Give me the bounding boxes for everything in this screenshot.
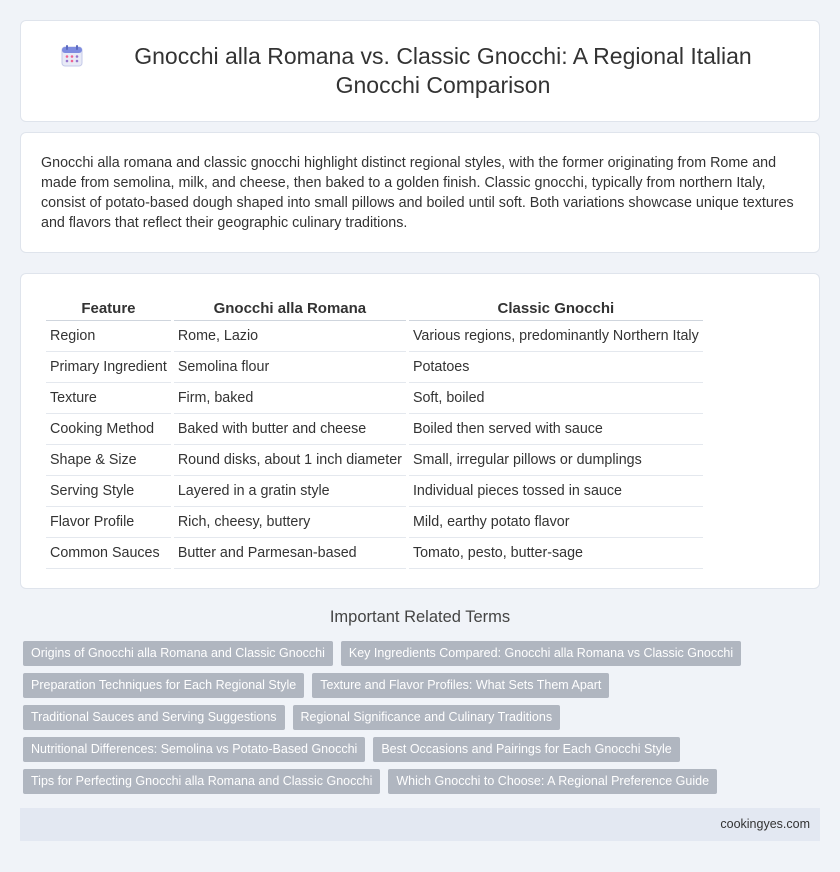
related-term-tag[interactable]: Texture and Flavor Profiles: What Sets Them Apart xyxy=(312,673,609,698)
table-cell: Mild, earthy potato flavor xyxy=(409,507,703,538)
page-title: Gnocchi alla Romana vs. Classic Gnocchi: A Regional Italian Gnocchi Comparison xyxy=(134,43,752,98)
table-cell: Rome, Lazio xyxy=(174,321,406,352)
tag-row xyxy=(23,769,823,794)
table-cell: Individual pieces tossed in sauce xyxy=(409,476,703,507)
table-cell: Small, irregular pillows or dumplings xyxy=(409,445,703,476)
related-term-tag[interactable]: Key Ingredients Compared: Gnocchi alla Romana vs Classic Gnocchi xyxy=(341,641,741,666)
table-cell: Potatoes xyxy=(409,352,703,383)
tag-row xyxy=(23,705,823,730)
table-cell: Cooking Method xyxy=(46,414,171,445)
table-cell: Layered in a gratin style xyxy=(174,476,406,507)
table-cell: Firm, baked xyxy=(174,383,406,414)
table-header-row xyxy=(46,296,703,321)
footer xyxy=(20,808,820,841)
table-row xyxy=(46,538,703,569)
related-term-tag[interactable]: Tips for Perfecting Gnocchi alla Romana and Classic Gnocchi xyxy=(23,769,380,794)
table-cell: Semolina flour xyxy=(174,352,406,383)
table-cell: Various regions, predominantly Northern Italy xyxy=(409,321,703,352)
table-cell: Primary Ingredient xyxy=(46,352,171,383)
related-terms-title: Important Related Terms xyxy=(329,608,511,626)
related-term-tag[interactable]: Nutritional Differences: Semolina vs Potato-Based Gnocchi xyxy=(23,737,365,762)
table-cell: Round disks, about 1 inch diameter xyxy=(174,445,406,476)
table-row xyxy=(46,352,703,383)
table-header-cell: Feature xyxy=(46,296,171,321)
tag-row xyxy=(23,737,823,762)
header-card xyxy=(20,20,820,122)
table-cell: Texture xyxy=(46,383,171,414)
table-header-cell: Gnocchi alla Romana xyxy=(174,296,406,321)
table-row xyxy=(46,507,703,538)
comparison-table-card xyxy=(20,273,820,589)
related-term-tag[interactable]: Origins of Gnocchi alla Romana and Classic Gnocchi xyxy=(23,641,333,666)
table-cell: Butter and Parmesan-based xyxy=(174,538,406,569)
related-term-tag[interactable]: Preparation Techniques for Each Regional Style xyxy=(23,673,304,698)
related-term-tag[interactable]: Which Gnocchi to Choose: A Regional Preference Guide xyxy=(388,769,717,794)
table-cell: Rich, cheesy, buttery xyxy=(174,507,406,538)
table-cell: Tomato, pesto, butter-sage xyxy=(409,538,703,569)
table-row xyxy=(46,445,703,476)
table-cell: Common Sauces xyxy=(46,538,171,569)
related-term-tag[interactable]: Best Occasions and Pairings for Each Gnocchi Style xyxy=(373,737,679,762)
footer-site[interactable]: cookingyes.com xyxy=(720,817,810,831)
comparison-table xyxy=(43,296,706,569)
intro-card xyxy=(20,132,820,253)
calendar-icon xyxy=(60,44,84,68)
table-row xyxy=(46,321,703,352)
intro-text: Gnocchi alla romana and classic gnocchi highlight distinct regional styles, with the former originating from Rome and made from semolina, milk, and cheese, then baked to a golden finish. Classic gnocchi, typically from northern Italy, consist of potato-based dough shaped into small pillows and boiled until soft. Both variations showcase unique textures and flavors that reflect their geographic culinary traditions. xyxy=(41,155,794,231)
title-wrap xyxy=(60,42,780,100)
table-cell: Baked with butter and cheese xyxy=(174,414,406,445)
tag-row xyxy=(23,641,823,666)
table-row xyxy=(46,414,703,445)
related-term-tag[interactable]: Traditional Sauces and Serving Suggestions xyxy=(23,705,285,730)
table-cell: Boiled then served with sauce xyxy=(409,414,703,445)
table-cell: Soft, boiled xyxy=(409,383,703,414)
table-row xyxy=(46,476,703,507)
tag-row xyxy=(23,673,823,698)
table-cell: Serving Style xyxy=(46,476,171,507)
related-term-tag[interactable]: Regional Significance and Culinary Traditions xyxy=(293,705,561,730)
table-row xyxy=(46,383,703,414)
table-cell: Shape & Size xyxy=(46,445,171,476)
related-terms-list xyxy=(23,641,823,801)
table-header-cell: Classic Gnocchi xyxy=(409,296,703,321)
table-cell: Region xyxy=(46,321,171,352)
table-cell: Flavor Profile xyxy=(46,507,171,538)
